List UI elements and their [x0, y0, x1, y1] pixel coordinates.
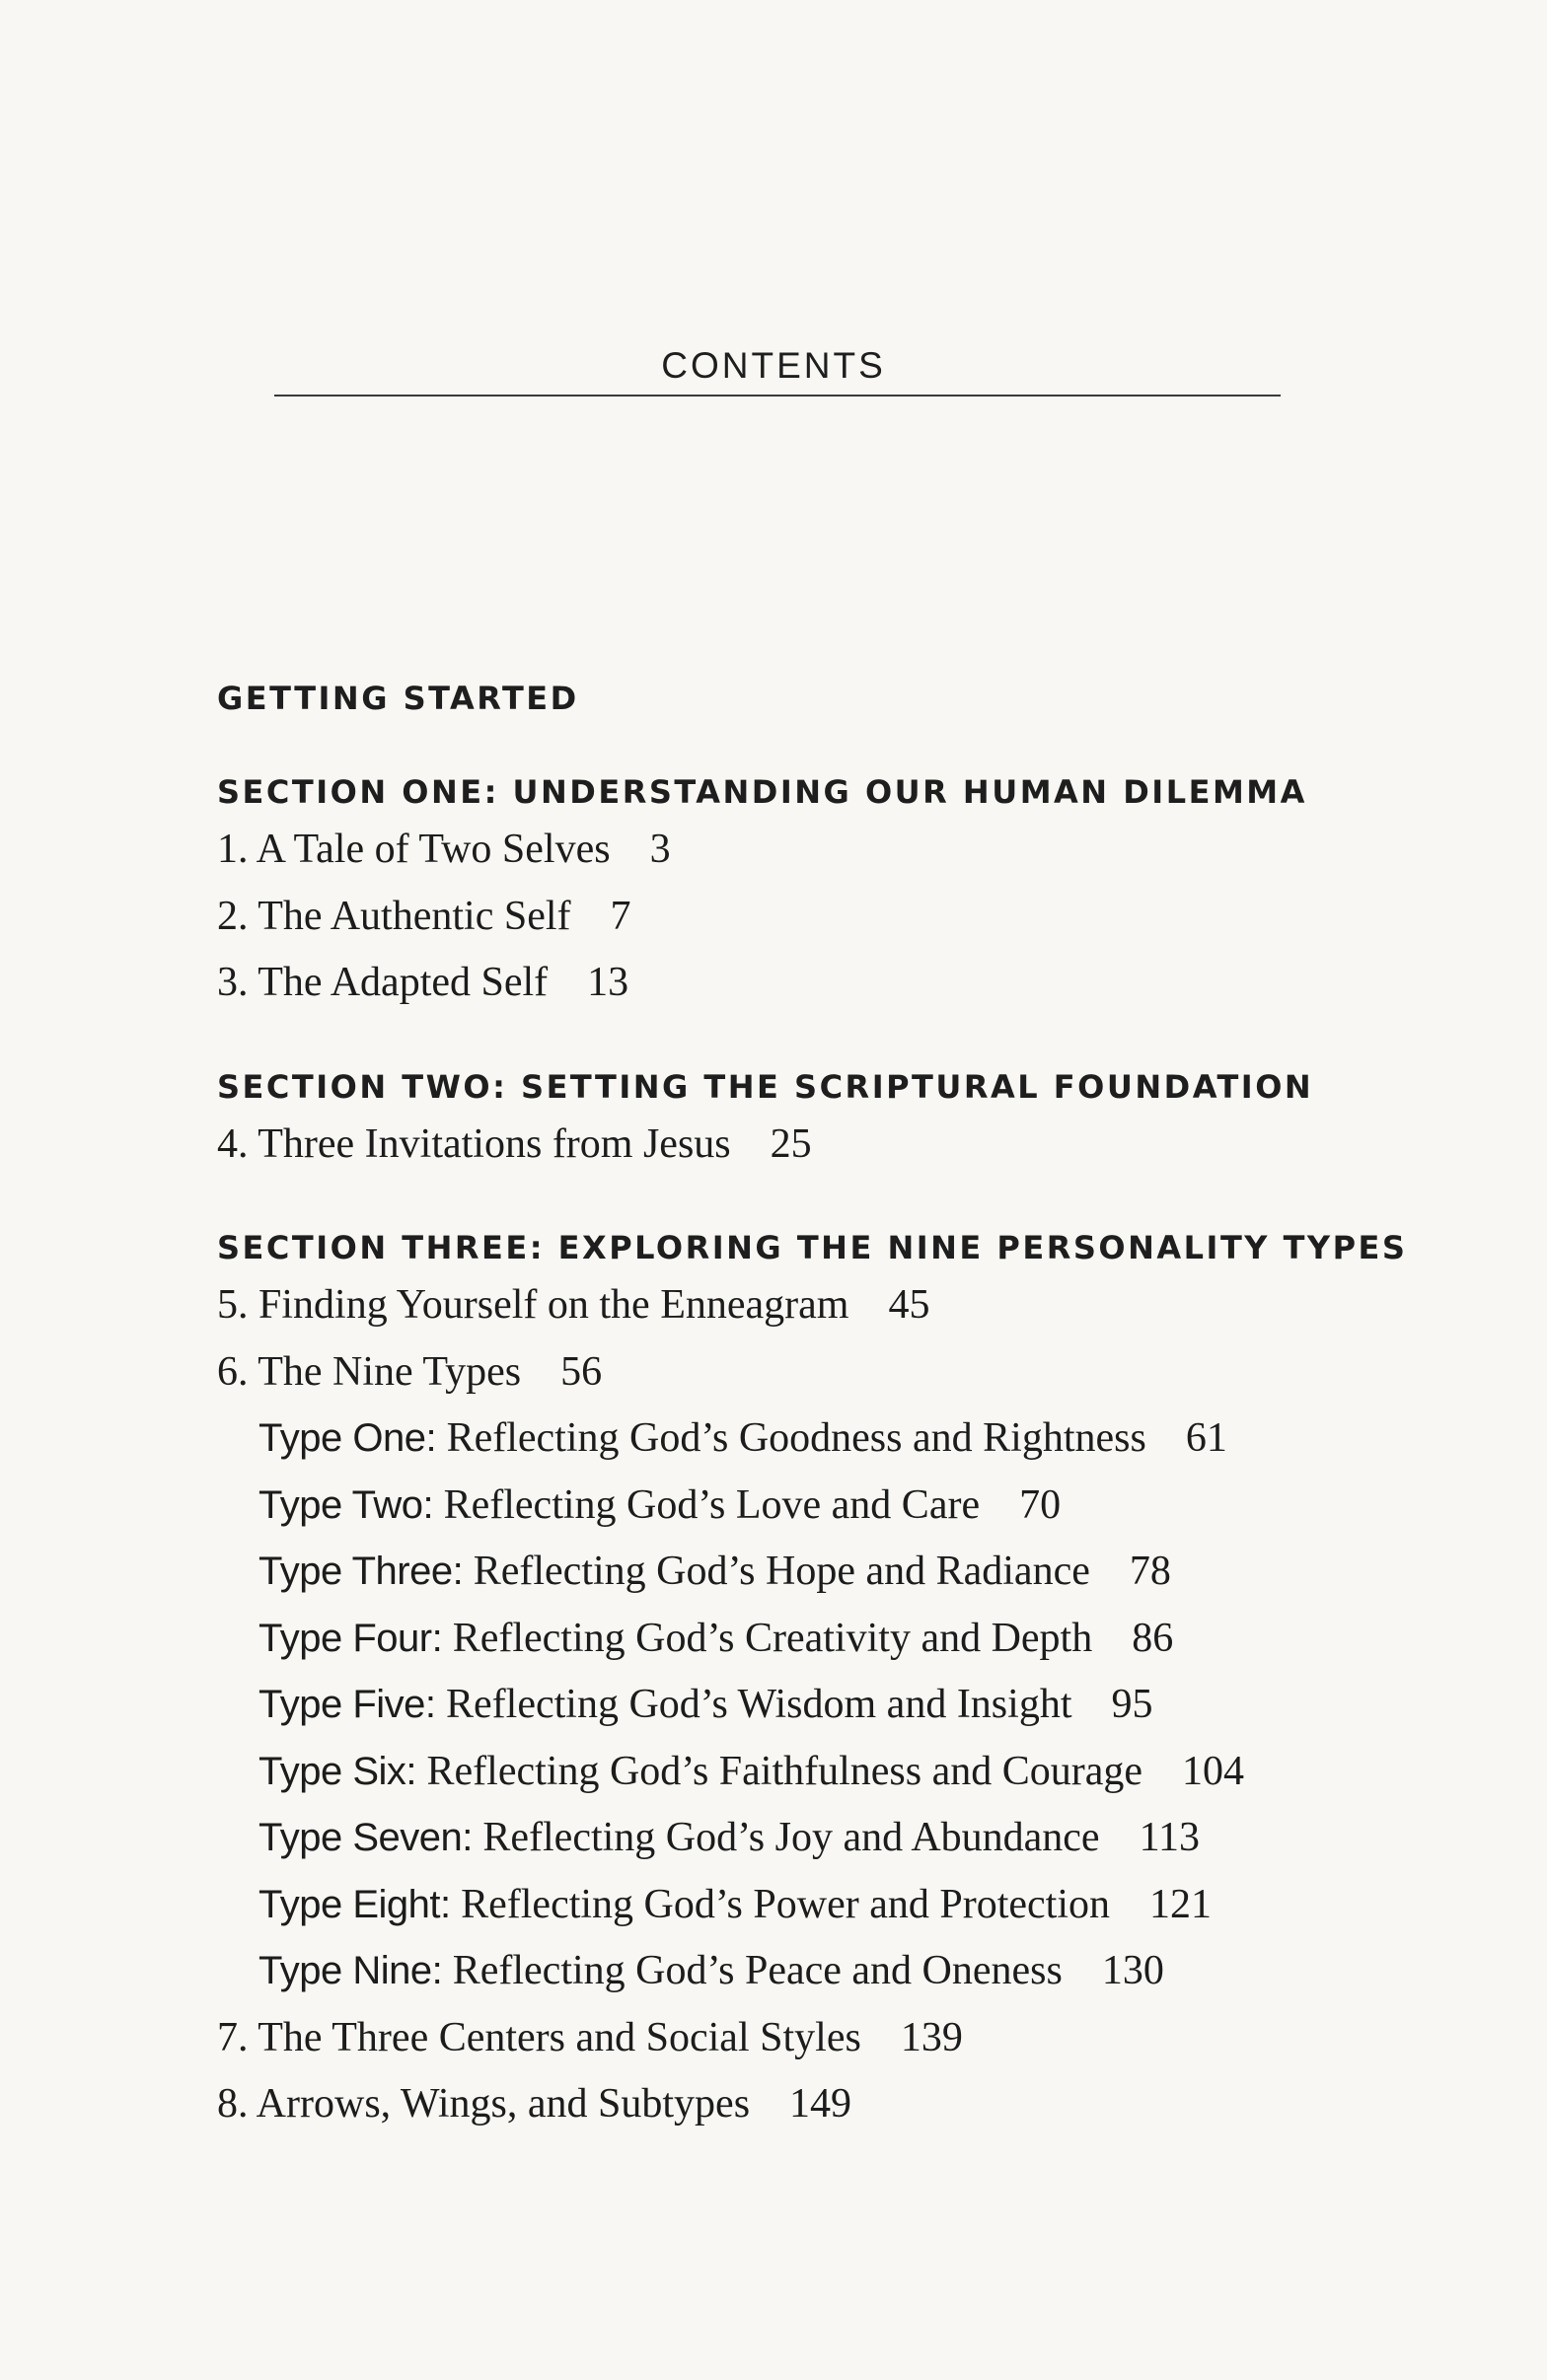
type-label: Type Seven:: [258, 1816, 473, 1859]
entry-page-number: 3: [649, 827, 671, 872]
toc-subentry: [217, 1805, 1401, 1872]
entry-page-number: 13: [587, 960, 629, 1005]
entry-page-number: 104: [1182, 1748, 1245, 1794]
entry-page-number: 70: [1019, 1481, 1062, 1528]
entry-title: Reflecting God’s Creativity and Depth: [452, 1615, 1093, 1661]
entry-title: Reflecting God’s Hope and Radiance: [473, 1549, 1090, 1594]
type-label: Type Nine:: [258, 1949, 443, 1992]
entry-title: 7. The Three Centers and Social Styles: [217, 2014, 861, 2060]
entry-page-number: 113: [1139, 1815, 1201, 1860]
entry-title: 3. The Adapted Self: [217, 960, 549, 1005]
toc-entry: [217, 2071, 1401, 2138]
entry-page-number: 130: [1101, 1948, 1164, 1993]
type-label: Type Three:: [258, 1550, 464, 1593]
entry-page-number: 45: [888, 1282, 930, 1328]
section-one: [217, 767, 1401, 1017]
section-heading: SECTION THREE: EXPLORING THE NINE PERSONALITY TYPES: [217, 1229, 1408, 1266]
entry-title: Reflecting God’s Wisdom and Insight: [446, 1682, 1072, 1727]
entry-page-number: 61: [1185, 1415, 1227, 1461]
entry-page-number: 86: [1132, 1615, 1174, 1661]
type-label: Type Five:: [258, 1683, 436, 1726]
contents-heading: CONTENTS: [661, 345, 886, 386]
type-label: Type Six:: [258, 1749, 417, 1793]
type-label: Type One:: [258, 1416, 437, 1460]
entry-page-number: 121: [1149, 1881, 1212, 1927]
entry-title: 8. Arrows, Wings, and Subtypes: [217, 2081, 751, 2127]
type-label: Type Four:: [258, 1616, 443, 1660]
toc-subentry: [217, 1872, 1401, 1939]
section-heading: SECTION ONE: UNDERSTANDING OUR HUMAN DILEMMA: [217, 773, 1307, 811]
toc-subentry: [217, 1606, 1401, 1673]
entry-page-number: 78: [1129, 1549, 1171, 1594]
entry-page-number: 149: [789, 2081, 852, 2127]
toc-subentry: [217, 1938, 1401, 2005]
toc-subentry: [217, 1406, 1401, 1473]
type-label: Type Two:: [258, 1482, 434, 1527]
entry-page-number: 139: [900, 2014, 963, 2060]
toc-subentry: [217, 1672, 1401, 1739]
table-of-contents: [217, 677, 1408, 2184]
toc-entry: [217, 1272, 1401, 1339]
toc-subentry: [217, 1539, 1401, 1606]
entry-title: 6. The Nine Types: [217, 1348, 522, 1395]
heading-rule: [274, 395, 1281, 397]
entry-page-number: 56: [560, 1348, 603, 1395]
entry-page-number: 95: [1111, 1682, 1153, 1727]
toc-entry: [217, 2005, 1401, 2072]
section-three: [217, 1223, 1408, 2138]
section-heading: SECTION TWO: SETTING THE SCRIPTURAL FOUNDATION: [217, 1067, 1314, 1106]
entry-title: Reflecting God’s Goodness and Rightness: [446, 1415, 1146, 1461]
entry-title: Reflecting God’s Faithfulness and Courage: [426, 1748, 1143, 1794]
entry-title: Reflecting God’s Joy and Abundance: [482, 1815, 1100, 1860]
toc-entry: [217, 1339, 1401, 1406]
entry-title: 5. Finding Yourself on the Enneagram: [217, 1282, 849, 1328]
entry-title: 4. Three Invitations from Jesus: [217, 1120, 731, 1167]
entry-title: Reflecting God’s Peace and Oneness: [452, 1948, 1063, 1993]
entry-page-number: 7: [610, 893, 631, 939]
toc-subentry: [217, 1473, 1401, 1540]
entry-title: 1. A Tale of Two Selves: [217, 827, 611, 872]
entry-title: Reflecting God’s Love and Care: [443, 1481, 981, 1528]
toc-entry: [217, 950, 1401, 1017]
type-label: Type Eight:: [258, 1882, 451, 1926]
entry-title: 2. The Authentic Self: [217, 893, 571, 939]
toc-entry: [217, 884, 1401, 951]
entry-page-number: 25: [770, 1120, 812, 1167]
toc-entry: [217, 1112, 1401, 1179]
toc-entry: [217, 817, 1401, 884]
getting-started-heading: GETTING STARTED: [217, 680, 579, 717]
entry-title: Reflecting God’s Power and Protection: [461, 1881, 1110, 1927]
toc-subentry: [217, 1739, 1401, 1806]
section-two: [217, 1062, 1401, 1179]
